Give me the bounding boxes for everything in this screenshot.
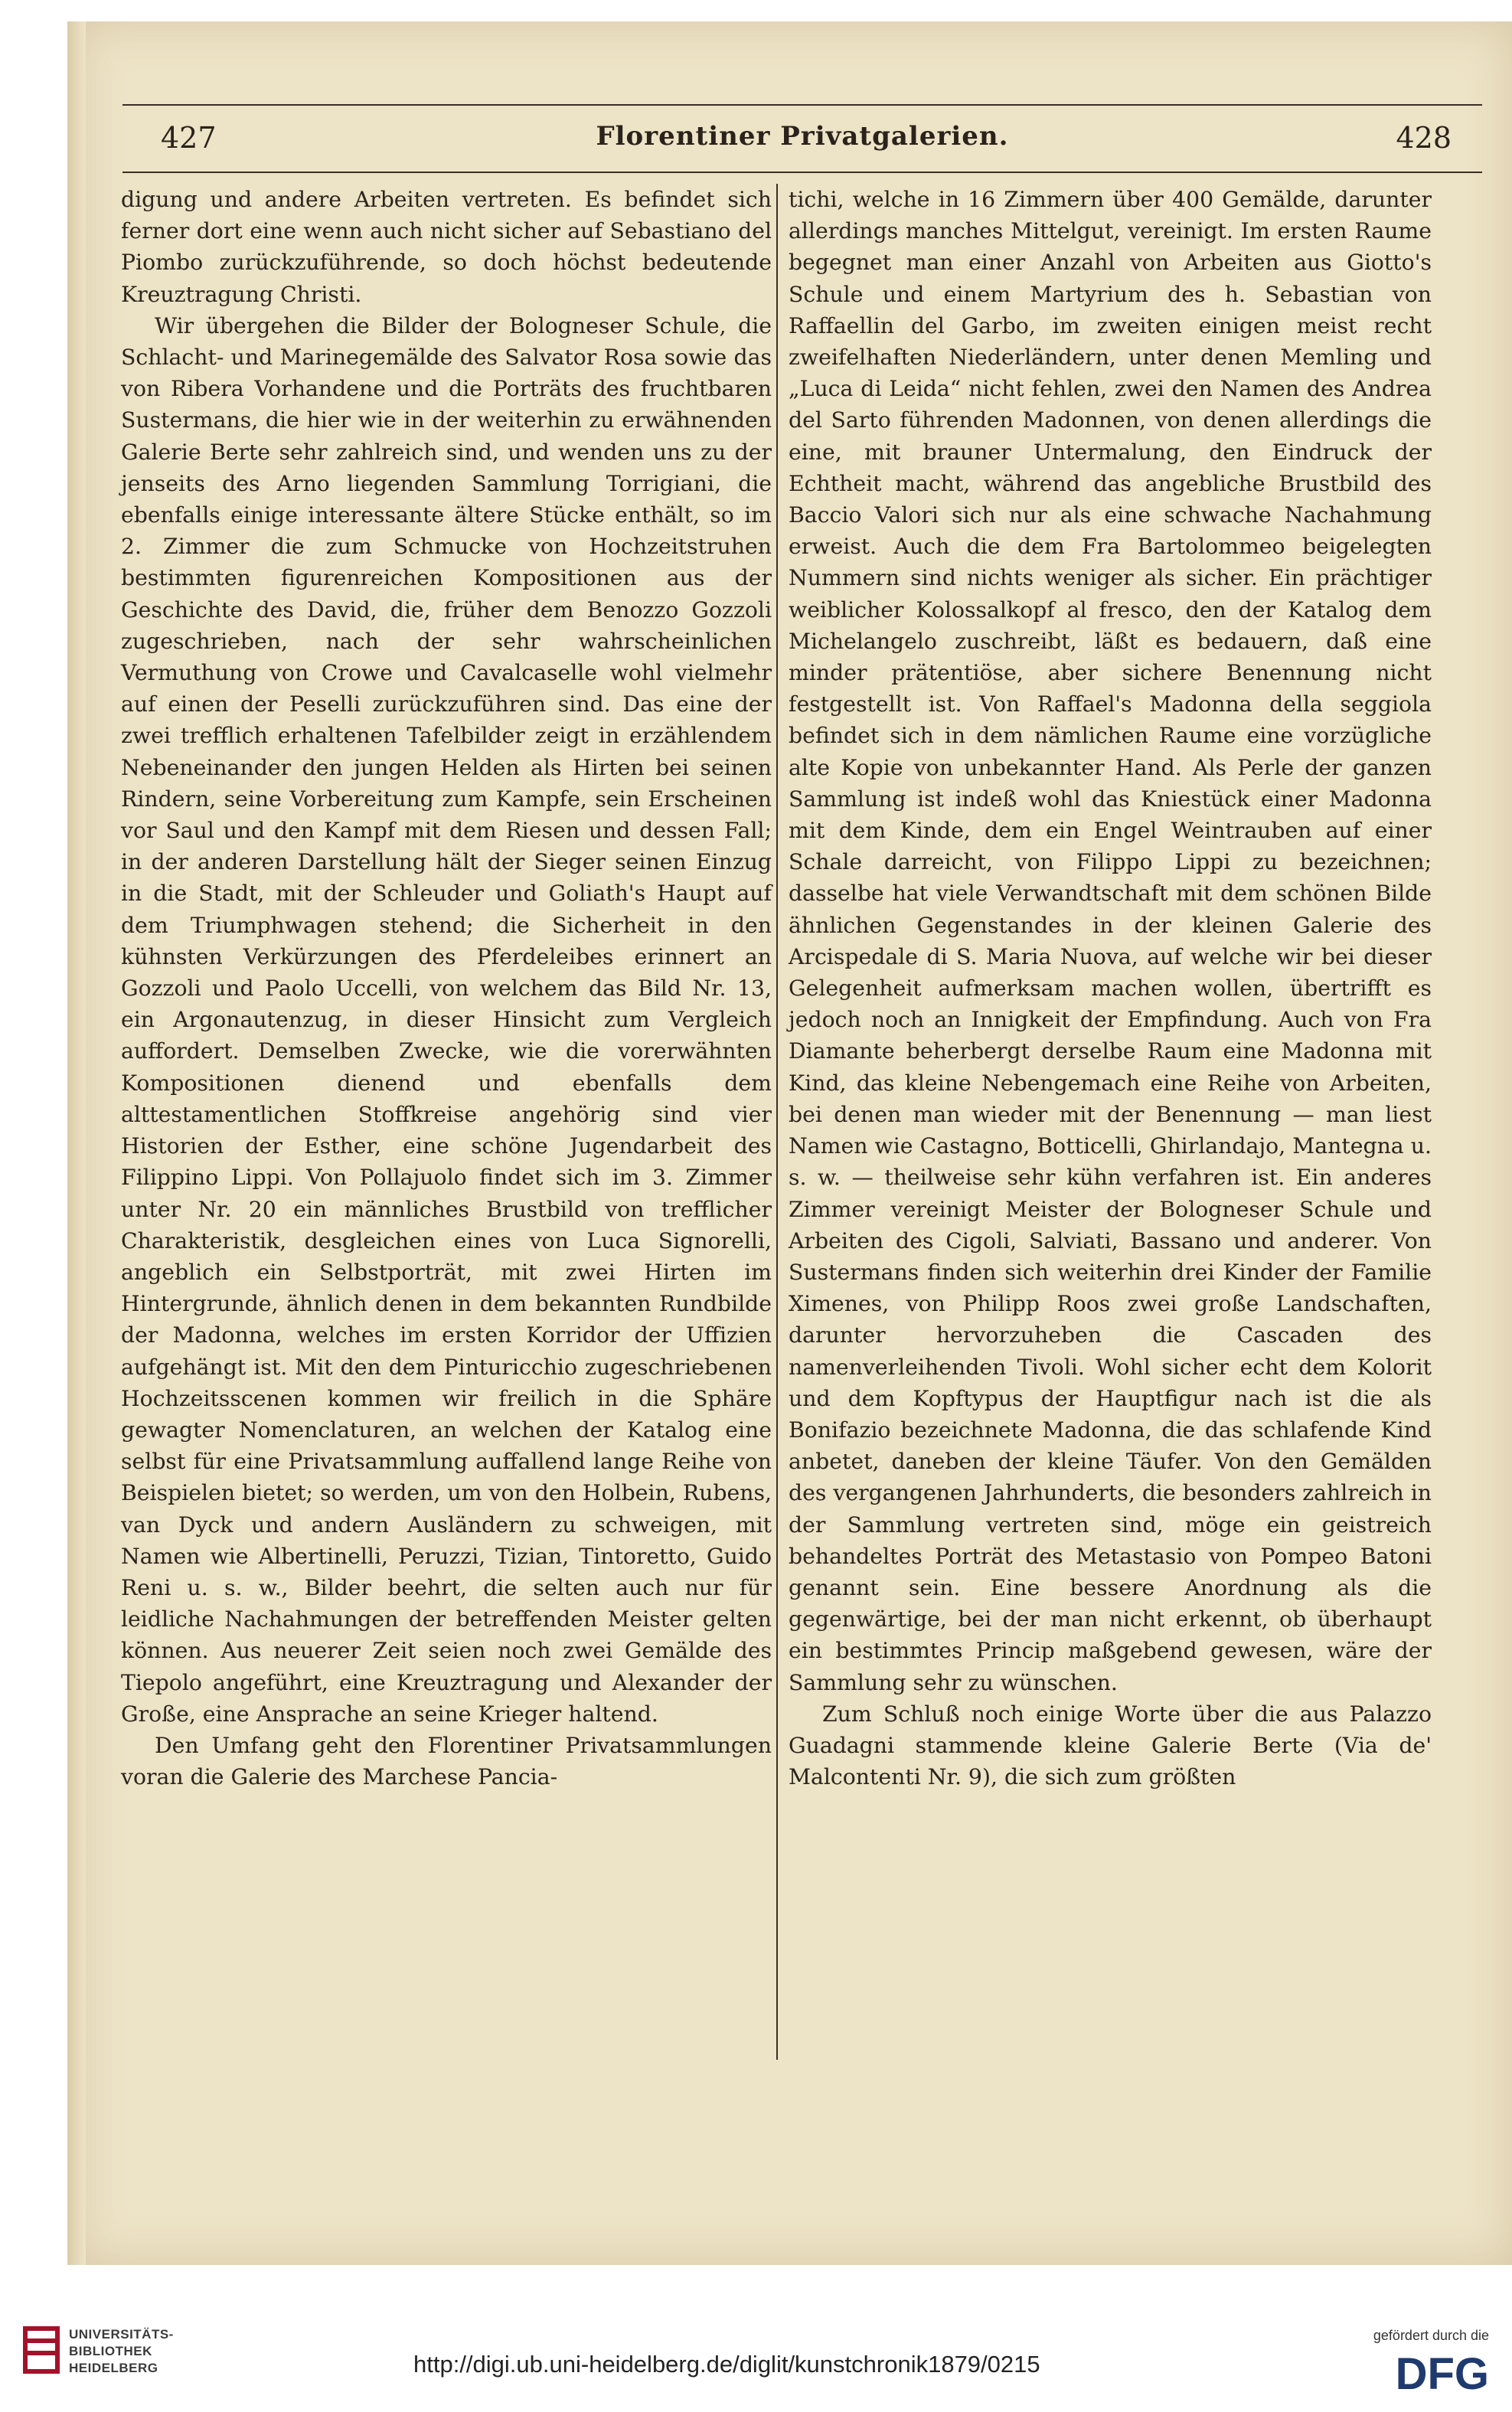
- column-divider: [776, 184, 778, 2060]
- paragraph: Zum Schluß noch einige Worte über die aus Palazzo Guadagni stammende kleine Galerie Berte (Via de' Malcontenti Nr. 9), die sich zum größten: [789, 1701, 1432, 1790]
- paragraph: digung und andere Arbeiten vertreten. Es befindet sich ferner dort eine wenn auch nicht sicher auf Sebastiano del Piombo zurückzuführende, so doch höchst bedeutende Kreuztragung Christi.: [121, 187, 772, 307]
- running-header: [122, 112, 1482, 158]
- library-name-line: BIBLIOTHEK: [69, 2344, 152, 2358]
- library-name: [69, 2326, 174, 2377]
- library-name-line: HEIDELBERG: [69, 2361, 158, 2375]
- library-name-line: UNIVERSITÄTS-: [69, 2327, 174, 2342]
- page-number-left: 427: [161, 121, 217, 155]
- library-logo-icon: [23, 2326, 60, 2374]
- dfg-logo-icon: [1359, 2348, 1489, 2394]
- paragraph: tichi, welche in 16 Zimmern über 400 Gemälde, darunter allerdings manches Mittelgut, vereinigt. Im ersten Raume begegnet man einer Anzahl von Arbeiten aus Giotto's Schule und einem Martyrium des h. Sebastian von Raffaellin del Garbo, im zweiten einigen meist recht zweifelhaften Niederländern, unter denen Memling und „Luca di Leida“ nicht fehlen, zwei den Namen des Andrea del Sarto führenden Madonnen, von denen allerdings die eine, mit brauner Untermalung, den Eindruck der Echtheit macht, während das angebliche Brustbild des Baccio Valori sich nur als eine schwache Nachahmung erweist. Auch die dem Fra Bartolommeo beigelegten Nummern sind nichts weniger als sicher. Ein prächtiger weiblicher Kolossalkopf al fresco, den der Katalog dem Michelangelo zuschreibt, läßt es bedauern, daß eine minder prätentiöse, aber sichere Benennung nicht festgestellt ist. Von Raffael's Madonna della seggiola befindet sich in dem nämlichen Raume eine vorzügliche alte Kopie von unbekannter Hand. Als Perle der ganzen Sammlung ist indeß wohl das Kniestück einer Madonna mit dem Kinde, dem ein Engel Weintrauben auf einer Schale darreicht, von Filippo Lippi zu bezeichnen; dasselbe hat viele Verwandtschaft mit dem schönen Bilde ähnlichen Gegenstandes in der kleinen Galerie des Arcispedale di S. Maria Nuova, auf welche wir bei dieser Gelegenheit aufmerksam machen wollen, übertrifft es jedoch noch an Innigkeit der Empfindung. Auch von Fra Diamante beherbergt derselbe Raum eine Madonna mit Kind, das kleine Nebengemach eine Reihe von Arbeiten, bei denen man wieder mit der Benennung — man liest Namen wie Castagno, Botticelli, Ghirlandajo, Mantegna u. s. w. — theilweise sehr kühn verfahren ist. Ein anderes Zimmer vereinigt Meister der Bologneser Schule und Arbeiten des Cigoli, Salviati, Bassano und anderer. Von Sustermans finden sich weiterhin drei Kinder der Familie Ximenes, von Philipp Roos zwei große Landschaften, darunter hervorzuheben die Cascaden des namenverleihenden Tivoli. Wohl sicher echt dem Kolorit und dem Kopftypus der Hauptfigur nach ist die als Bonifazio bezeichnete Madonna, die das schlafende Kind anbetet, daneben der kleine Täufer. Von den Gemälden des vergangenen Jahrhunderts, die besonders zahlreich in der Sammlung vertreten sind, möge ein geistreich behandeltes Porträt des Metastasio von Pompeo Batoni genannt sein. Eine bessere Anordnung als die gegenwärtige, bei der man nicht erkennt, ob überhaupt ein bestimmtes Princip maßgebend gewesen, wäre der Sammlung sehr zu wünschen.: [789, 187, 1432, 1695]
- permalink-url[interactable]: http://digi.ub.uni-heidelberg.de/diglit/kunstchronik1879/0215: [413, 2351, 1040, 2378]
- viewer-footer: [0, 2297, 1512, 2412]
- running-title: Florentiner Privatgalerien.: [596, 121, 1009, 152]
- text-column-left: [121, 184, 772, 1793]
- paragraph: Den Umfang geht den Florentiner Privatsammlungen voran die Galerie des Marchese Pancia-: [121, 1732, 772, 1790]
- paragraph: Wir übergehen die Bilder der Bologneser Schule, die Schlacht- und Marinegemälde des Salvator Rosa sowie das von Ribera Vorhandene und die Porträts des fruchtbaren Sustermans, die hier wie in der weiterhin zu erwähnenden Galerie Berte sehr zahlreich sind, und wenden uns zu der jenseits des Arno liegenden Sammlung Torrigiani, die ebenfalls einige interessante ältere Stücke enthält, so im 2. Zimmer die zum Schmucke von Hochzeitstruhen bestimmten figurenreichen Kompositionen aus der Geschichte des David, die, früher dem Benozzo Gozzoli zugeschrieben, nach der sehr wahrscheinlichen Vermuthung von Crowe und Cavalcaselle wohl vielmehr auf einen der Peselli zurückzuführen sind. Das eine der zwei trefflich erhaltenen Tafelbilder zeigt in erzählendem Nebeneinander den jungen Helden als Hirten bei seinen Rindern, seine Vorbereitung zum Kampfe, sein Erscheinen vor Saul und den Kampf mit dem Riesen und dessen Fall; in der anderen Darstellung hält der Sieger seinen Einzug in die Stadt, mit der Schleuder und Goliath's Haupt auf dem Triumphwagen stehend; die Sicherheit in den kühnsten Verkürzungen des Pferdeleibes erinnert an Gozzoli und Paolo Uccelli, von welchem das Bild Nr. 13, ein Argonautenzug, in dieser Hinsicht zum Vergleich auffordert. Demselben Zwecke, wie die vorerwähnten Kompositionen dienend und ebenfalls dem alttestamentlichen Stoffkreise angehörig sind vier Historien der Esther, eine schöne Jugendarbeit des Filippino Lippi. Von Pollajuolo findet sich im 3. Zimmer unter Nr. 20 ein männliches Brustbild von trefflicher Charakteristik, desgleichen eines von Luca Signorelli, angeblich ein Selbstporträt, mit zwei Hirten im Hintergrunde, ähnlich denen in dem bekannten Rundbilde der Madonna, welches im ersten Korridor der Uffizien aufgehängt ist. Mit den dem Pinturicchio zugeschriebenen Hochzeitsscenen kommen wir freilich in die Sphäre gewagter Nomenclaturen, an welchen der Katalog eine selbst für eine Privatsammlung auffallend lange Reihe von Beispielen bietet; so werden, um von den Holbein, Rubens, van Dyck und andern Ausländern zu schweigen, mit Namen wie Albertinelli, Peruzzi, Tizian, Tintoretto, Guido Reni u. s. w., Bilder beehrt, die selten auch nur für leidliche Nachahmungen der betreffenden Meister gelten können. Aus neuerer Zeit seien noch zwei Gemälde des Tiepolo angeführt, eine Kreuztragung und Alexander der Große, eine Ansprache an seine Krieger haltend.: [121, 312, 772, 1727]
- dfg-logo-text: DFG: [1395, 2349, 1489, 2394]
- funding-note: gefördert durch die: [1373, 2328, 1489, 2343]
- header-rule-top: [122, 104, 1482, 106]
- page-number-right: 428: [1396, 121, 1452, 155]
- header-rule-bottom: [122, 172, 1482, 173]
- text-column-right: [789, 184, 1432, 1793]
